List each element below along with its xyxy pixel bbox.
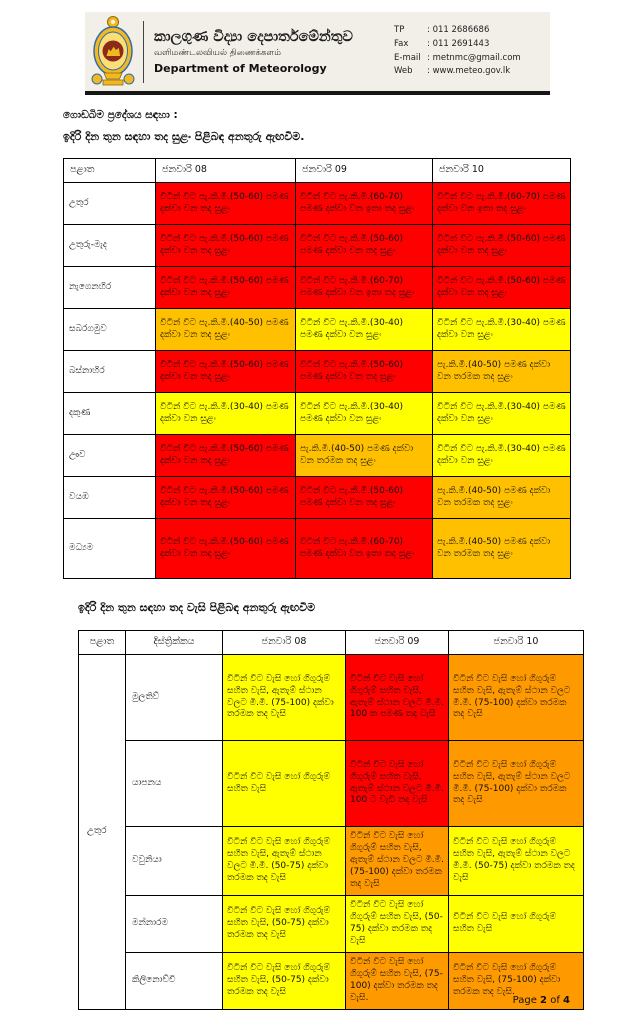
district-label: මුලතිව් xyxy=(126,655,223,741)
page-number xyxy=(513,995,570,1006)
rain-warning-text: විටින් විට වැසි හෝ ගිගුරුම් සහිත වැසි, ඇතැම් ස්ථාන වලට මි.මී. (50-75) දක්වා තරමක තද වැසි xyxy=(227,837,331,883)
wind-table-row xyxy=(64,477,571,519)
wind-warning-text: විටින් විට පැ.කි.මී.(30-40) පමණ දක්වා වන සුළං xyxy=(437,401,566,424)
wind-warning-cell xyxy=(433,309,571,351)
wind-warning-text: විටින් විට පැ.කි.මී.(30-40) පමණ දක්වා වන සුළං xyxy=(160,401,289,424)
wind-warning-text: විටින් විට පැ.කි.මී.(60-70) පමණ දක්වා වන ඉතා තද සුළං xyxy=(300,536,415,559)
wind-warning-table xyxy=(63,158,571,579)
wind-header-jan10: ජනවාරි 10 xyxy=(433,159,571,183)
wind-warning-text: විටින් විට පැ.කි.මී.(50-60) පමණ දක්වා වන තද සුළං xyxy=(160,536,289,559)
wind-warning-text: විටින් විට පැ.කි.මී.(50-60) පමණ දක්වා වන තද සුළං xyxy=(437,275,566,298)
rain-warning-text: විටින් විට වැසි හෝ ගිගුරුම් සහිත වැසි, (50-75) දක්වා තරමක තද වැසි xyxy=(350,900,443,946)
rain-warning-cell xyxy=(449,655,584,741)
contact-fax xyxy=(394,38,546,52)
wind-warning-cell xyxy=(156,225,296,267)
rain-warning-text: විටින් විට වැසි හෝ ගිගුරුම් සහිත වැසි xyxy=(227,771,331,794)
wind-header-jan09: ජනවාරි 09 xyxy=(296,159,433,183)
rain-warning-cell xyxy=(346,741,449,827)
wind-warning-text: විටින් විට පැ.කි.මී.(50-60) පමණ දක්වා වන තද සුළං xyxy=(160,191,289,214)
wind-warning-text: පැ.කි.මී.(40-50) පමණ දක්වා වන තරමක තද සුළං xyxy=(437,485,551,508)
wind-warning-text: විටින් විට පැ.කි.මී.(30-40) පමණ දක්වා වන සුළං xyxy=(437,443,566,466)
wind-warning-cell xyxy=(433,183,571,225)
rain-warning-cell xyxy=(449,741,584,827)
dept-title-english: Department of Meteorology xyxy=(154,61,327,75)
page-current: 2 xyxy=(540,995,548,1006)
wind-warning-text: විටින් විට පැ.කි.මී.(30-40) පමණ දක්වා වන සුළං xyxy=(437,317,566,340)
wind-warning-cell xyxy=(156,435,296,477)
province-label: සබරගමුව xyxy=(64,309,156,351)
contact-email xyxy=(394,52,546,66)
wind-table-row xyxy=(64,351,571,393)
contact-value: : 011 2686686 xyxy=(427,25,490,36)
rain-warning-cell xyxy=(346,896,449,953)
contact-phone xyxy=(394,24,546,38)
wind-warning-title: ඉදිරි දින තුන සඳහා තද සුළං පිළිබඳ අනතුරු ඇඟවීම. xyxy=(63,130,305,143)
wind-table-body xyxy=(64,183,571,579)
rain-warning-title: ඉදිරි දින තුන සඳහා තද වැසි පිළිබඳ අනතුරු ඇඟවීම xyxy=(78,601,315,614)
province-label: වයඹ xyxy=(64,477,156,519)
wind-header-province: පළාත xyxy=(64,159,156,183)
rain-warning-cell xyxy=(346,953,449,1010)
wind-warning-cell xyxy=(296,183,433,225)
wind-warning-cell xyxy=(156,519,296,579)
province-label: උතුරු-මැද xyxy=(64,225,156,267)
wind-warning-cell xyxy=(156,183,296,225)
province-label: උතුර xyxy=(79,655,126,1010)
wind-warning-cell xyxy=(433,225,571,267)
rain-header-province: පළාත xyxy=(79,631,126,655)
rain-warning-cell xyxy=(223,827,346,896)
contact-web xyxy=(394,65,546,79)
rain-warning-cell xyxy=(223,741,346,827)
dept-title-sinhala: කාලගුණ විද්‍යා දෙපාර්තමේන්තුව xyxy=(154,28,353,45)
rain-warning-table xyxy=(78,630,584,1010)
wind-warning-cell xyxy=(433,519,571,579)
district-label: මන්නාරම xyxy=(126,896,223,953)
wind-warning-cell xyxy=(156,393,296,435)
wind-warning-cell xyxy=(296,477,433,519)
rain-warning-text: විටින් විට වැසි හෝ ගිගුරුම් සහිත වැසි, ඇතැම් ස්ථාන වලට මි.මී. (75-100) දක්වා තරමක තද වැසි xyxy=(227,673,334,720)
wind-warning-cell xyxy=(433,435,571,477)
rain-warning-text: විටින් විට වැසි හෝ ගිගුරුම් සහිත වැසි, ඇතැම් ස්ථාන වලට මි.මී. (75-100) දක්වා තරමක තද වැසි xyxy=(453,673,571,720)
rain-warning-text: විටින් විට වැසි හෝ ගිගුරුම් සහිත වැසි, (50-75) දක්වා තරමක තද වැසි xyxy=(227,906,331,940)
header-divider xyxy=(143,21,144,83)
wind-warning-text: විටින් විට පැ.කි.මී.(50-60) පමණ දක්වා වන තද සුළං xyxy=(160,233,289,256)
contact-label: Fax xyxy=(394,38,409,49)
wind-warning-text: විටින් විට පැ.කි.මී.(40-50) පමණ දක්වා වන තද සුළං xyxy=(160,317,289,340)
wind-table-row xyxy=(64,519,571,579)
dept-title-tamil: வளிமண்டலவியல் திணைக்களம் xyxy=(154,47,281,58)
page-of-word: of xyxy=(550,995,560,1006)
rain-warning-text: විටින් විට වැසි හෝ ගිගුරුම් සහිත වැසි, (50-75) දක්වා තරමක තද වැසි xyxy=(227,963,331,997)
wind-warning-text: පැ.කි.මී.(40-50) පමණ දක්වා වන තරමක තද සුළං xyxy=(300,443,414,466)
wind-warning-cell xyxy=(156,309,296,351)
rain-table-header-row xyxy=(79,631,584,655)
wind-warning-text: විටින් විට පැ.කි.මී.(50-60) පමණ දක්වා වන තද සුළං xyxy=(300,233,404,256)
page-word: Page xyxy=(512,995,537,1006)
wind-warning-cell xyxy=(296,309,433,351)
rain-warning-text: විටින් විට වැසි හෝ ගිගුරුම් සහිත වැසි, ඇතැම් ස්ථාන වලට මි.මී. (50-75) දක්වා තරමක තද වැසි xyxy=(453,837,575,883)
wind-warning-text: විටින් විට පැ.කි.මී.(50-60) පමණ දක්වා වන තද සුළං xyxy=(300,485,404,508)
rain-table-row xyxy=(79,655,584,741)
contact-block xyxy=(394,24,550,78)
contact-label: Web xyxy=(394,66,413,77)
wind-warning-cell xyxy=(156,477,296,519)
wind-warning-cell xyxy=(156,351,296,393)
province-label: බස්නාහිර xyxy=(64,351,156,393)
rain-header-jan09: ජනවාරි 09 xyxy=(346,631,449,655)
wind-warning-text: විටින් විට පැ.කි.මී.(60-70) පමණ දක්වා වන ඉතා තද සුළං xyxy=(437,191,566,214)
wind-table-row xyxy=(64,225,571,267)
contact-value: : 011 2691443 xyxy=(427,38,490,49)
wind-warning-cell xyxy=(433,351,571,393)
sri-lanka-emblem-icon xyxy=(85,15,141,89)
rain-header-jan08: ජනවාරි 08 xyxy=(223,631,346,655)
rain-warning-text: විටින් විට වැසි හෝ ගිගුරුම් සහිත වැසි, (75-100) දක්වා තරමක තද වැසි. xyxy=(453,963,561,997)
district-label: වවුනියා xyxy=(126,827,223,896)
wind-warning-text: විටින් විට පැ.කි.මී.(30-40) පමණ දක්වා වන සුළං xyxy=(300,317,404,340)
contact-value: : metnmc@gmail.com xyxy=(427,52,521,63)
rain-warning-text: විටින් විට වැසි හෝ ගිගුරුම් සහිත වැසි, ඇතැම් ස්ථාන වලට මි.මී. (75-100) දක්වා තරමක තද වැසි xyxy=(350,831,444,889)
rain-header-district: දිස්ත්‍රික්කය xyxy=(126,631,223,655)
wind-warning-cell xyxy=(296,267,433,309)
province-label: මධ්‍යම xyxy=(64,519,156,579)
wind-warning-text: විටින් විට පැ.කි.මී.(50-60) පමණ දක්වා වන තද සුළං xyxy=(160,443,289,466)
wind-table-header-row xyxy=(64,159,571,183)
wind-table-row xyxy=(64,183,571,225)
page-total: 4 xyxy=(563,995,570,1006)
wind-warning-cell xyxy=(433,477,571,519)
rain-table-row xyxy=(79,953,584,1010)
rain-warning-cell xyxy=(223,655,346,741)
wind-table-row xyxy=(64,393,571,435)
rain-table-body xyxy=(79,655,584,1010)
rain-table-row xyxy=(79,896,584,953)
wind-warning-text: විටින් විට පැ.කි.මී.(60-70) පමණ දක්වා වන ඉතා තද සුළං xyxy=(300,275,415,298)
wind-warning-cell xyxy=(433,393,571,435)
wind-warning-cell xyxy=(296,435,433,477)
contact-label: TP xyxy=(394,25,405,36)
rain-warning-text: විටින් විට වැසි හෝ ගිගුරුම් සහිත වැසි xyxy=(453,912,557,934)
wind-warning-text: පැ.කි.මී.(40-50) පමණ දක්වා වන තරමක තද සුළං xyxy=(437,359,551,382)
province-label: ඌව xyxy=(64,435,156,477)
wind-warning-text: විටින් විට පැ.කි.මී.(50-60) පමණ දක්වා වන තද සුළං xyxy=(160,485,289,508)
contact-label: E-mail xyxy=(394,52,421,63)
rain-warning-text: විටින් විට වැසි හෝ ගිගුරුම් සහිත වැසි, ඇතැම් ස්ථාන වලට මි.මී. 100 ක පමණ තද වැසි xyxy=(350,673,444,720)
province-label: නැගෙනහිර xyxy=(64,267,156,309)
wind-warning-text: විටින් විට පැ.කි.මී.(50-60) පමණ දක්වා වන තද සුළං xyxy=(300,359,404,382)
rain-header-jan10: ජනවාරි 10 xyxy=(449,631,584,655)
province-label: දකුණ xyxy=(64,393,156,435)
rain-warning-cell xyxy=(346,827,449,896)
district-label: යාපනය xyxy=(126,741,223,827)
wind-header-jan08: ජනවාරි 08 xyxy=(156,159,296,183)
wind-warning-cell xyxy=(433,267,571,309)
rain-table-row xyxy=(79,827,584,896)
wind-warning-cell xyxy=(296,225,433,267)
wind-warning-text: විටින් විට පැ.කි.මී.(60-70) පමණ දක්වා වන ඉතා තද සුළං xyxy=(300,191,415,214)
wind-warning-cell xyxy=(156,267,296,309)
contact-value: : www.meteo.gov.lk xyxy=(427,66,511,77)
wind-table-row xyxy=(64,309,571,351)
rain-warning-cell xyxy=(223,953,346,1010)
rain-warning-cell xyxy=(449,896,584,953)
rain-warning-cell xyxy=(223,896,346,953)
wind-warning-cell xyxy=(296,351,433,393)
wind-warning-text: විටින් විට පැ.කි.මී.(50-60) පමණ දක්වා වන තද සුළං xyxy=(437,233,566,256)
rain-warning-text: විටින් විට වැසි හෝ ගිගුරුම් සහිත වැසි, ඇතැම් ස්ථාන වලට මි.මී. (75-100) දක්වා තරමක තද වැසි xyxy=(453,759,571,806)
rain-warning-text: විටින් විට වැසි හෝ ගිගුරුම් සහිත වැසි, (75-100) දක්වා තරමක තද වැසි. xyxy=(350,957,443,1003)
wind-warning-text: විටින් විට පැ.කි.මී.(50-60) පමණ දක්වා වන තද සුළං xyxy=(160,275,289,298)
rain-warning-cell xyxy=(449,827,584,896)
wind-table-row xyxy=(64,267,571,309)
wind-warning-text: විටින් විට පැ.කි.මී.(30-40) පමණ දක්වා වන සුළං xyxy=(300,401,404,424)
wind-warning-text: විටින් විට පැ.කි.මී.(50-60) පමණ දක්වා වන තද සුළං xyxy=(160,359,289,382)
emblem-graphic xyxy=(91,15,135,89)
wind-warning-cell xyxy=(296,519,433,579)
letterhead xyxy=(85,12,550,95)
department-titles xyxy=(154,29,394,75)
rain-table-row xyxy=(79,741,584,827)
province-label: උතුර xyxy=(64,183,156,225)
wind-table-row xyxy=(64,435,571,477)
rain-warning-cell xyxy=(346,655,449,741)
wind-warning-cell xyxy=(296,393,433,435)
district-label: කිලිනොච්චි xyxy=(126,953,223,1010)
land-area-note: ගොඩබිම ප්‍රදේශය සඳහා : xyxy=(63,109,178,121)
wind-warning-text: පැ.කි.මී.(40-50) පමණ දක්වා වන තරමක තද සුළං xyxy=(437,536,551,559)
rain-warning-text: විටින් විට වැසි හෝ ගිගුරුම් සහිත වැසි, ඇතැම් ස්ථාන වලට මි.මී. 100 ට වැඩි තද වැසි xyxy=(350,759,444,806)
